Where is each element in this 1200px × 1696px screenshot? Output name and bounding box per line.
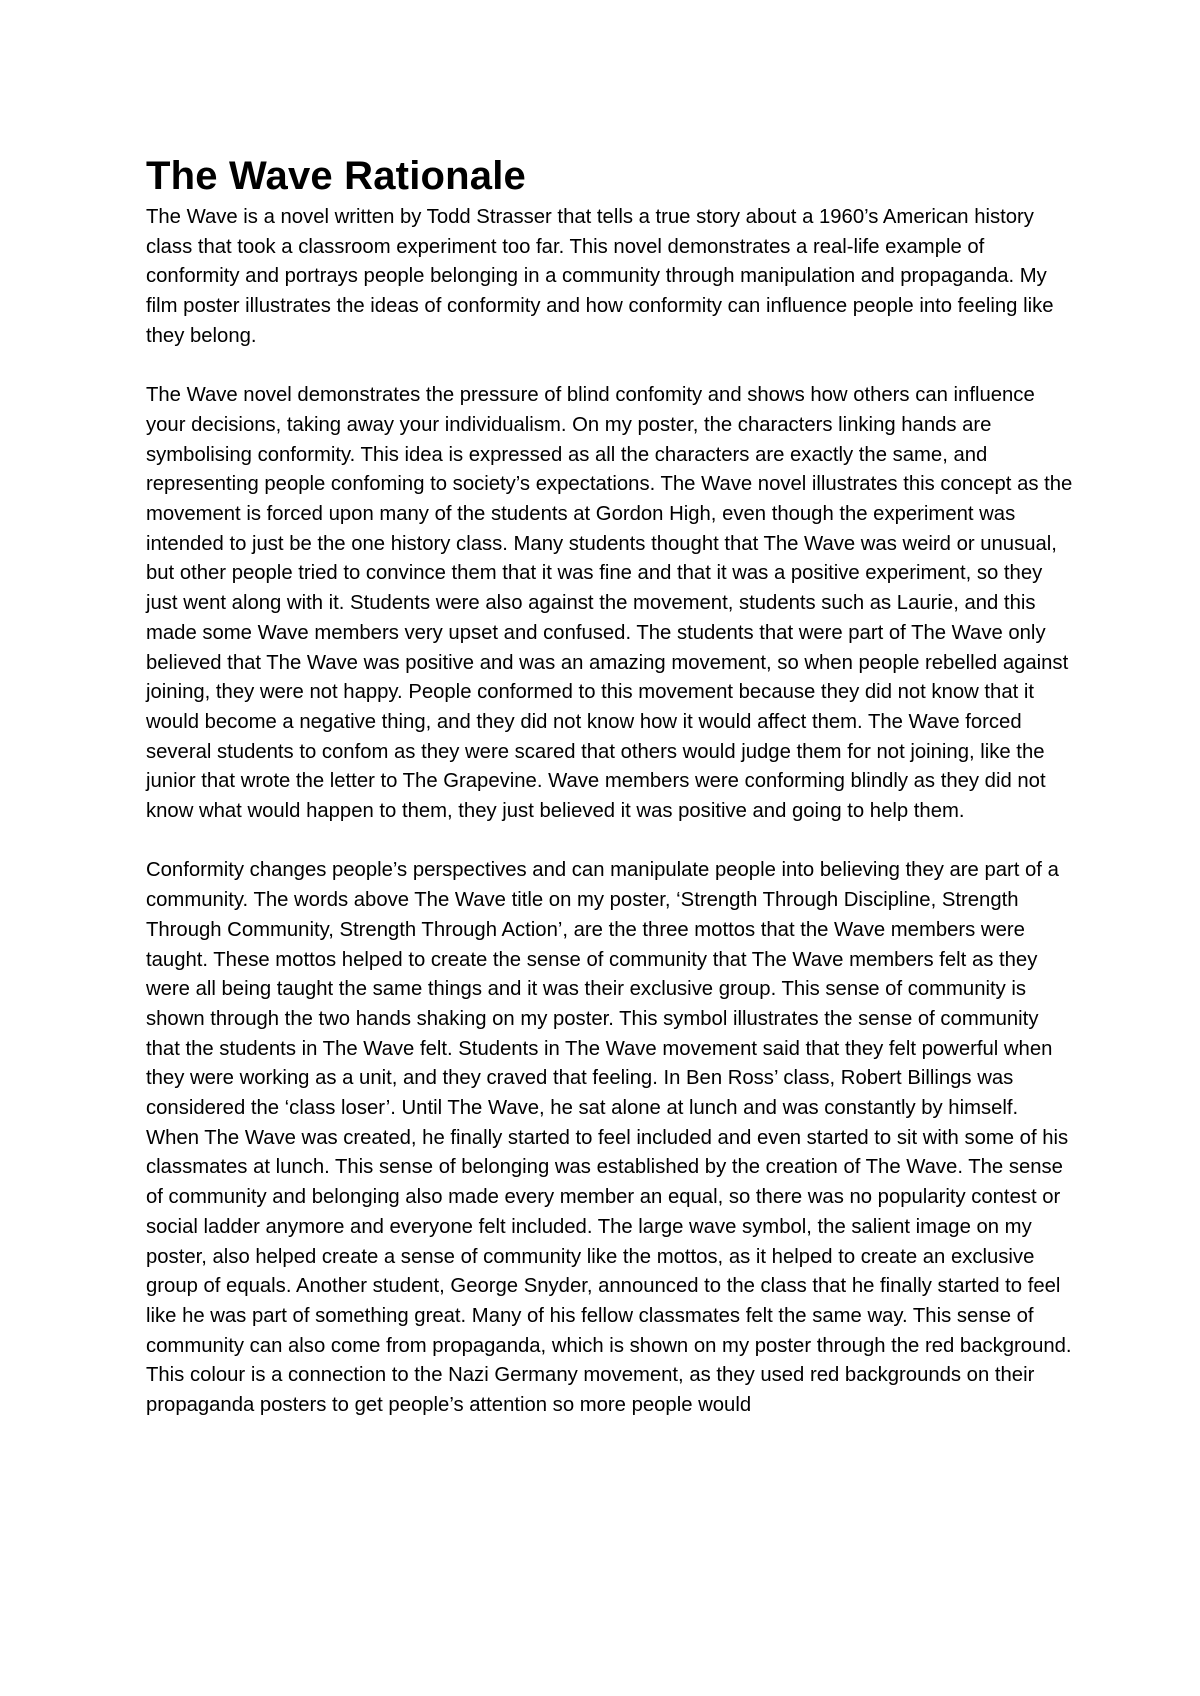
paragraph-community: Conformity changes people’s perspectives and can manipulate people into believing they are part of a community. The words above The Wave title on my poster, ‘Strength Through Discipline, Strength Through Community, Strength Through Action’, are the three mottos that the Wave members were taught. These mottos helped to create the sense of community that The Wave members felt as they were all being taught the same things and it was their exclusive group. This sense of community is shown through the two hands shaking on my poster. This symbol illustrates the sense of community that the students in The Wave felt. Students in The Wave movement said that they felt powerful when they were working as a unit, and they craved that feeling. In Ben Ross’ class, Robert Billings was considered the ‘class loser’. Until The Wave, he sat alone at lunch and was constantly by himself. When The Wave was created, he finally started to feel included and even started to sit with some of his classmates at lunch. This sense of belonging was established by the creation of The Wave. The sense of community and belonging also made every member an equal, so there was no popularity contest or social ladder anymore and everyone felt included. The large wave symbol, the salient image on my poster, also helped create a sense of community like the mottos, as it helped to create an exclusive group of equals. Another student, George Snyder, announced to the class that he finally started to feel like he was part of something great. Many of his fellow classmates felt the same way. This sense of community can also come from propaganda, which is shown on my poster through the red background. This colour is a connection to the Nazi Germany movement, as they used red backgrounds on their propaganda posters to get people’s attention so more people would: [146, 859, 1072, 1417]
paragraph-introduction: The Wave is a novel written by Todd Strasser that tells a true story about a 1960’s American history class that took a classroom experiment too far. This novel demonstrates a real-life example of conformity and portrays people belonging in a community through manipulation and propaganda. My film poster illustrates the ideas of conformity and how conformity can influence people into feeling like they belong.: [146, 206, 1054, 347]
document-title: The Wave Rationale: [146, 154, 526, 198]
paragraph-conformity: The Wave novel demonstrates the pressure of blind confomity and shows how others can influence your decisions, taking away your individualism. On my poster, the characters linking hands are symbolising conformity. This idea is expressed as all the characters are exactly the same, and representing people confoming to society’s expectations. The Wave novel illustrates this concept as the movement is forced upon many of the students at Gordon High, even though the experiment was intended to just be the one history class. Many students thought that The Wave was weird or unusual, but other people tried to convince them that it was fine and that it was a positive experiment, so they just went along with it. Students were also against the movement, students such as Laurie, and this made some Wave members very upset and confused. The students that were part of The Wave only believed that The Wave was positive and was an amazing movement, so when people rebelled against joining, they were not happy. People conformed to this movement because they did not know that it would become a negative thing, and they did not know how it would affect them. The Wave forced several students to confom as they were scared that others would judge them for not joining, like the junior that wrote the letter to The Grapevine. Wave members were conforming blindly as they did not know what would happen to them, they just believed it was positive and going to help them.: [146, 384, 1073, 823]
document-page: [146, 150, 1076, 1450]
